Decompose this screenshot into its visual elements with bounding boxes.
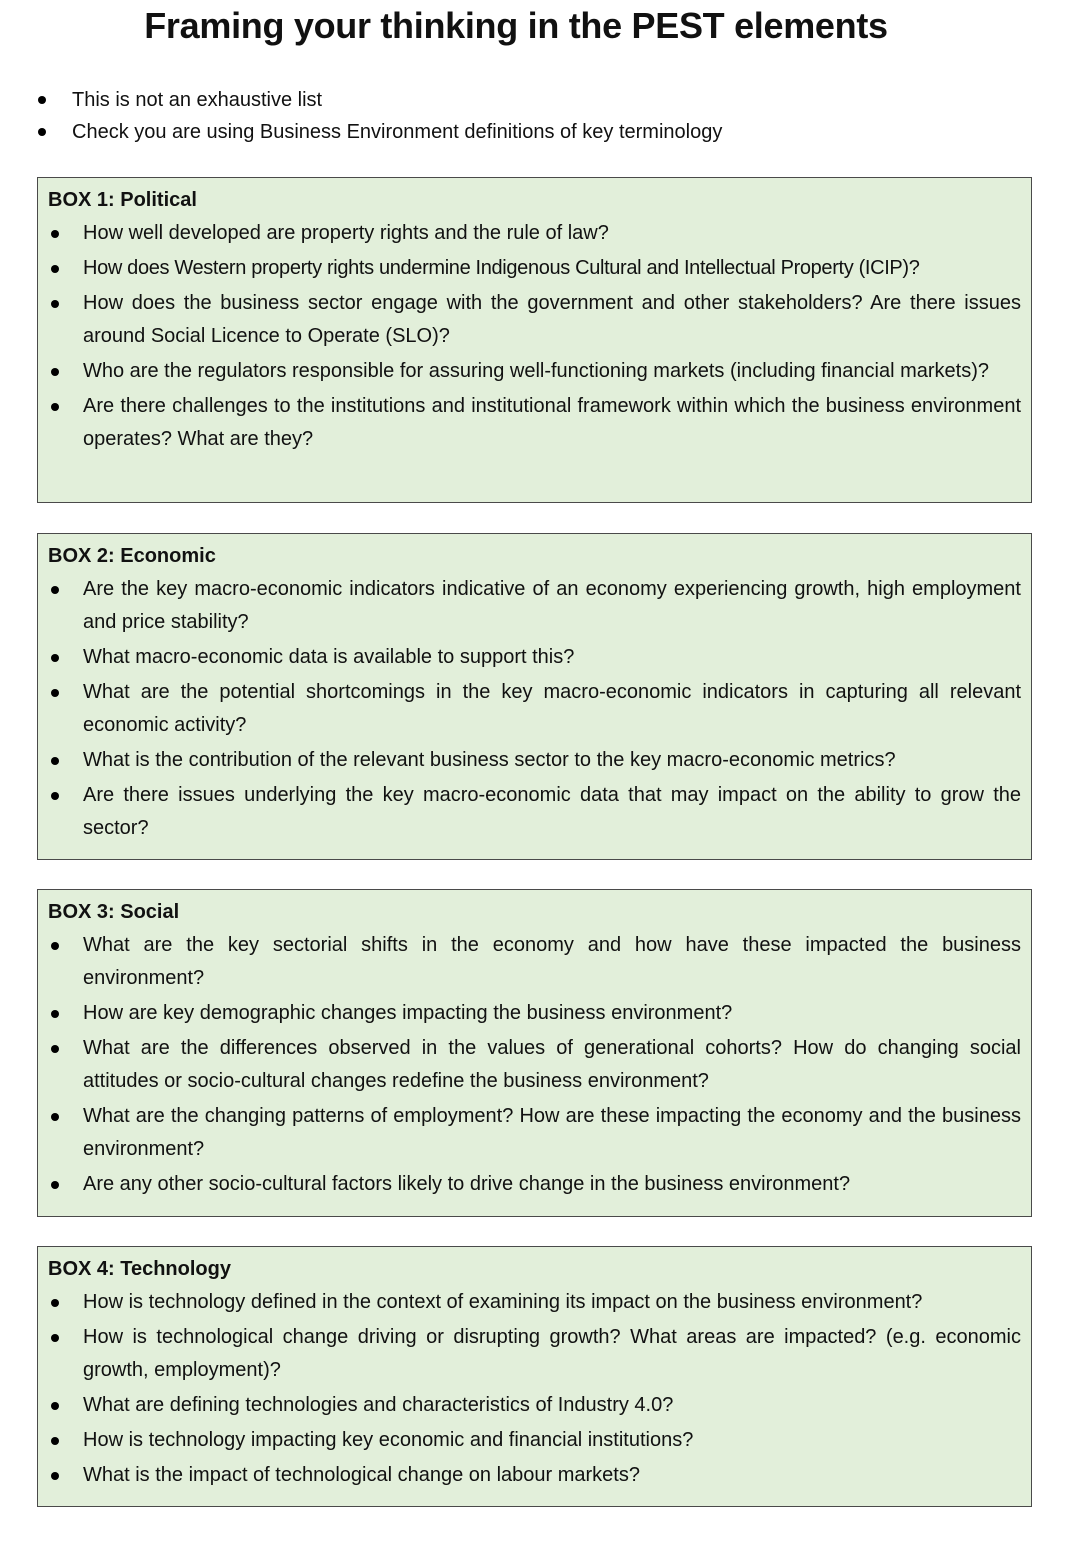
- list-item: How does Western property rights undermine Indigenous Cultural and Intellectual Property (ICIP)?: [48, 252, 1021, 285]
- list-item: Are there issues underlying the key macro-economic data that may impact on the ability to grow the sector?: [48, 779, 1021, 845]
- list-item: How is technology impacting key economic and financial institutions?: [48, 1424, 1021, 1457]
- intro-item: This is not an exhaustive list: [0, 84, 722, 116]
- list-item: Are there challenges to the institutions and institutional framework within which the business environment operates? What are they?: [48, 390, 1021, 456]
- list-item: What macro-economic data is available to support this?: [48, 641, 1021, 674]
- box-question-list: [48, 573, 1021, 845]
- list-item: How well developed are property rights and the rule of law?: [48, 217, 1021, 250]
- box-heading: BOX 4: Technology: [48, 1258, 231, 1280]
- intro-list: [0, 84, 722, 148]
- box-political: [37, 177, 1032, 503]
- list-item: What are the changing patterns of employment? How are these impacting the economy and the business environment?: [48, 1100, 1021, 1166]
- page-title: Framing your thinking in the PEST elements: [144, 5, 888, 46]
- list-item: How is technology defined in the context of examining its impact on the business environment?: [48, 1286, 1021, 1319]
- box-question-list: [48, 217, 1021, 456]
- list-item: What are defining technologies and characteristics of Industry 4.0?: [48, 1389, 1021, 1422]
- box-heading: BOX 2: Economic: [48, 545, 216, 567]
- list-item: Are any other socio-cultural factors likely to drive change in the business environment?: [48, 1168, 1021, 1201]
- box-question-list: [48, 929, 1021, 1201]
- list-item: Are the key macro-economic indicators indicative of an economy experiencing growth, high employment and price stability?: [48, 573, 1021, 639]
- list-item: What are the potential shortcomings in the key macro-economic indicators in capturing all relevant economic activity?: [48, 676, 1021, 742]
- list-item: What is the contribution of the relevant business sector to the key macro-economic metrics?: [48, 744, 1021, 777]
- box-heading: BOX 3: Social: [48, 901, 180, 923]
- box-heading: BOX 1: Political: [48, 189, 197, 211]
- box-economic: [37, 533, 1032, 860]
- list-item: How are key demographic changes impacting the business environment?: [48, 997, 1021, 1030]
- list-item: Who are the regulators responsible for assuring well-functioning markets (including financial markets)?: [48, 355, 1021, 388]
- list-item: How does the business sector engage with the government and other stakeholders? Are there issues around Social Licence to Operate (SLO)?: [48, 287, 1021, 353]
- list-item: What are the differences observed in the values of generational cohorts? How do changing social attitudes or socio-cultural changes redefine the business environment?: [48, 1032, 1021, 1098]
- box-social: [37, 889, 1032, 1217]
- list-item: What is the impact of technological change on labour markets?: [48, 1459, 1021, 1492]
- list-item: How is technological change driving or disrupting growth? What areas are impacted? (e.g. economic growth, employment)?: [48, 1321, 1021, 1387]
- box-question-list: [48, 1286, 1021, 1492]
- intro-item: Check you are using Business Environment definitions of key terminology: [0, 116, 722, 148]
- box-technology: [37, 1246, 1032, 1507]
- list-item: What are the key sectorial shifts in the economy and how have these impacted the business environment?: [48, 929, 1021, 995]
